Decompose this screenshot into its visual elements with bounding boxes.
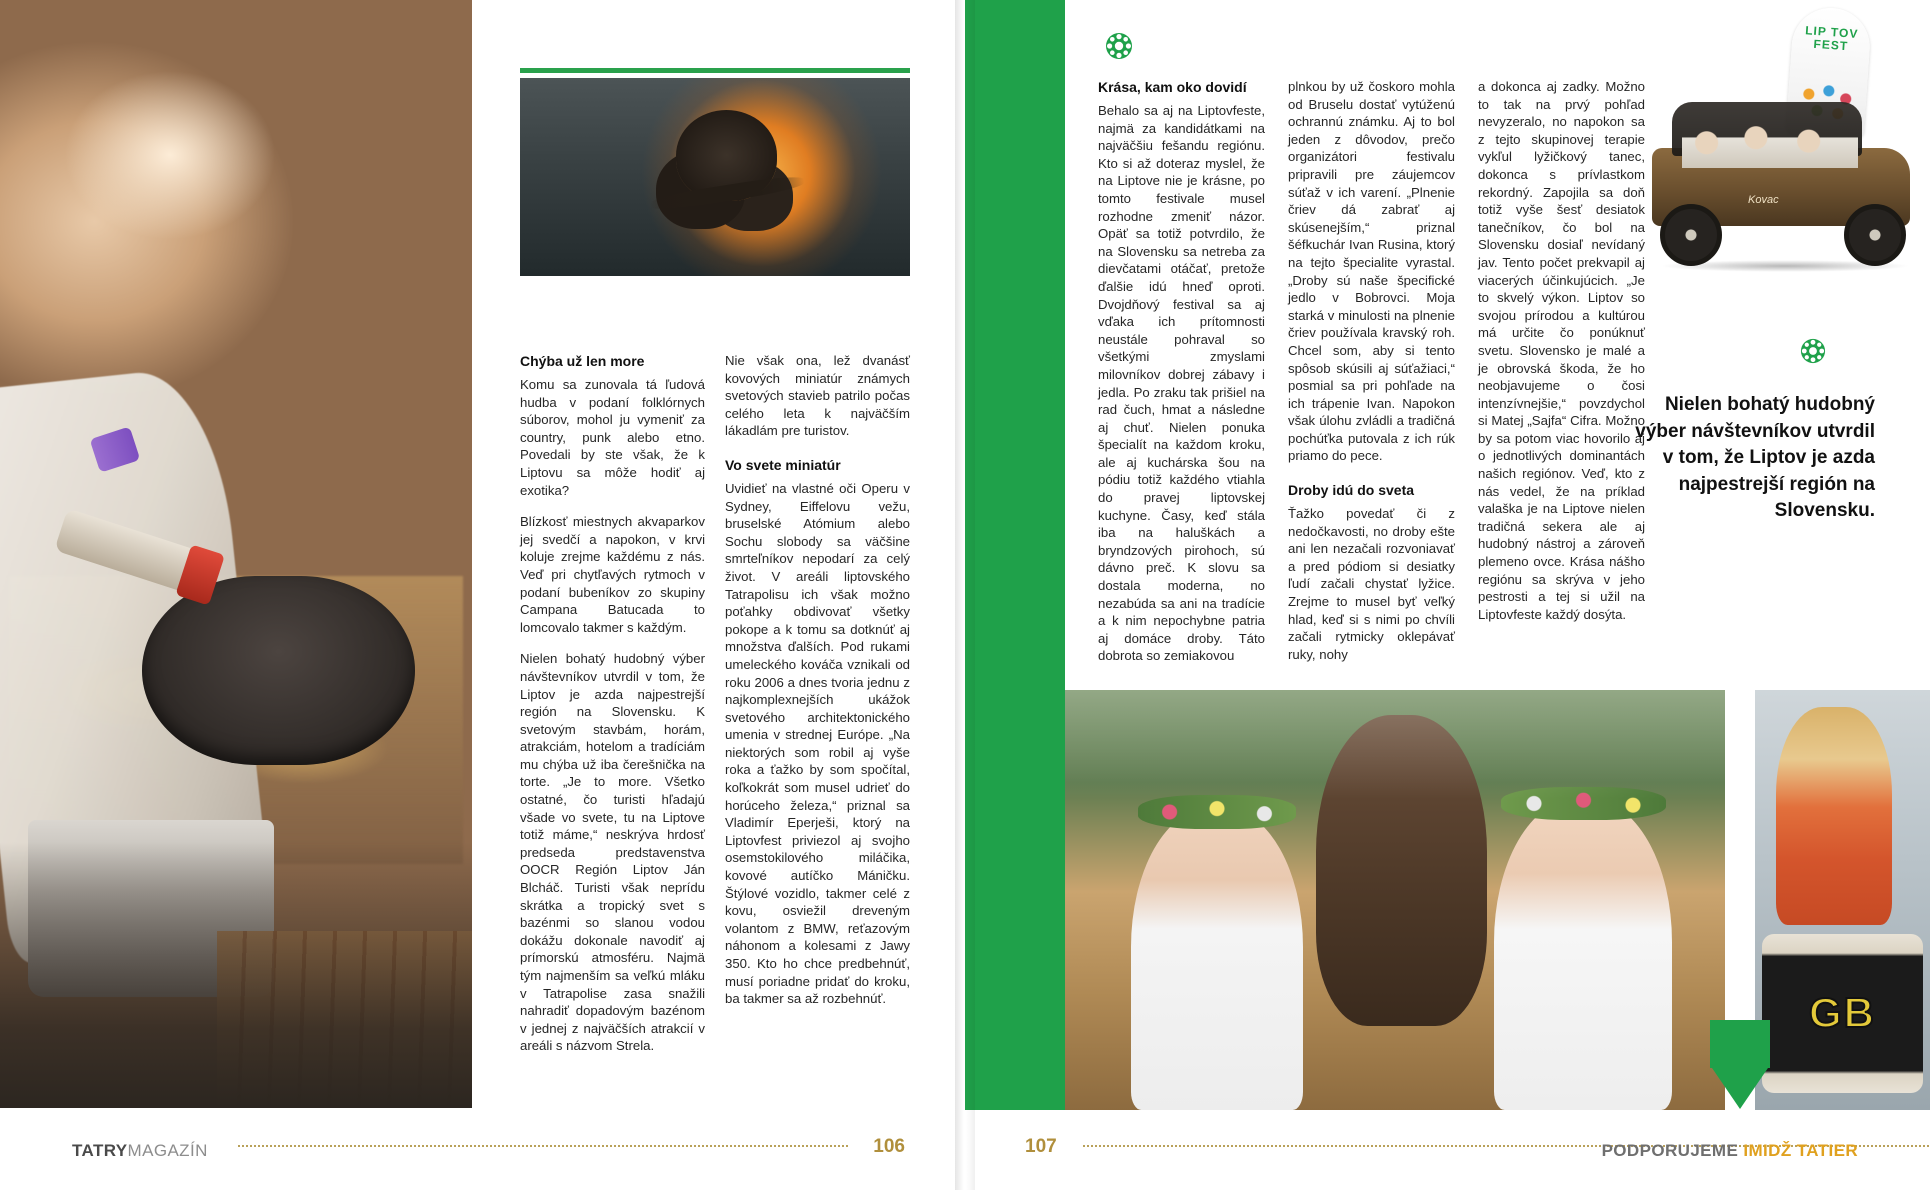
flower-rosette-icon-pullquote <box>1800 338 1826 364</box>
vintage-car <box>1638 92 1924 272</box>
right-column-2 <box>1288 78 1455 663</box>
girl-right <box>1494 799 1672 1110</box>
magazine-brand-left <box>72 1141 208 1161</box>
photo-drummer <box>1755 690 1930 1110</box>
right-col1-para-1: Behalo sa aj na Liptovfeste, najmä za kandidátkami na najväčšiu fešandu regiónu. Kto si až doteraz myslel, že na Liptove nie je krásne, po tomto festivale musel rozhodne zmeniť názor. Opäť sa totiž potvrdilo, že na Slovensku sa netreba za dievčatami otáčať, pretože ďalšie idú hneď oproti. Dvojdňový festival sa aj vďaka ich prítomnosti neustále pohraval so všetkými zmyslami milovníkov dobrej zábavy i jedla. Po zraku tak prišiel na rad čuch, hmat a následne aj chuť. Nielen ponuka špecialít na každom kroku, ale aj kuchárska šou na pódiu totiž každého vtiahla do pravej liptovskej kuchyne. Časy, keď stála iba na haluškách a bryndzových pirohoch, sú dávno preč. K slovu sa dostala moderna, no nezabúda sa ani na tradície a k nim nepochybne patria aj domáce droby. Táto dobrota so zemiakovou <box>1098 103 1265 664</box>
right-col3-para-1: a dokonca aj zadky. Možno to tak na prvý pohľad nevyzeralo, no napokon sa z tejto skupinovej terapie vykľul lyžičkový tanec, dokonca s prívlastkom rekordný. Zapojila sa doň totiž vyše šesť desiatok tanečníkov, čo bol na Slovensku dosiaľ nevídaný jav. Tento počet prekvapil aj viacerých účinkujúcich. „Je to skvelý výkon. Liptov so svojou prírodou a kultúrou má určite čo ponúknuť svetu. Slovensko je malé a je obrovská škoda, že ho neobjavujeme o čosi intenzívnejšie,“ povzdychol si Matej „Sajfa“ Cifra. Možno by sa potom viac hovorilo aj o jednotlivých dominantách našich regiónov. Veď, kto z nás vedel, že na príklad valaška je na Liptove nielen tradičná sekera ale aj hudobný nástroj a zároveň plemeno ovce. Krása nášho regiónu sa skrýva v jeho pestrosti a tej si užil na Liptovfeste každý dosýta. <box>1478 79 1645 622</box>
photo-girls-with-horse <box>1065 690 1725 1110</box>
flower-wreath-right <box>1501 787 1666 821</box>
green-corner-block <box>1710 1020 1770 1068</box>
drummer-performer <box>1776 707 1892 925</box>
girl-left <box>1131 808 1303 1110</box>
left-col2-para-intro: Nie však ona, lež dvanásť kovových miniatúr známych svetových stavieb patrilo počas celého leta k najväčším lákadlám pre turistov. <box>725 353 910 439</box>
green-corner-triangle <box>1710 1065 1770 1109</box>
car-wheel-rear <box>1844 204 1906 266</box>
photo-dried-rose <box>520 78 910 276</box>
left-col1-para-3: Nielen bohatý hudobný výber návštevníkov utvrdil v tom, že Liptov je azda najpestrejší región na Slovensku. K svetovým stavbám, horám, atrakciám, hotelom a tradíciám mu chýba už iba čerešnička na torte. „Je to more. Všetko ostatné, čo turisti hľadajú všade vo svete, tu na Liptove totiž máme,“ neskrýva hrdosť predseda predstavenstva OOCR Región Liptov Ján Blcháč. Turisti však neprídu skrátka a tropický svet s bazénmi so slanou vodou dokážu dokonale navodiť aj prímorskú atmosféru. Najmä tým najmenším sa veľkú mláku v Tatrapolise zasa snažili nahradiť dopadovým bazénom v jednej z najväčších atrakcií v areáli s názvom Strela. <box>520 651 705 1054</box>
brand-left-light: MAGAZÍN <box>127 1141 208 1160</box>
right-col1-heading: Krása, kam oko dovidí <box>1098 79 1247 95</box>
left-col1-heading: Chýba už len more <box>520 353 645 369</box>
flower-rosette-icon <box>1105 32 1131 58</box>
pullquote-text: Nielen bohatý hudobný výber návštevníkov utvrdil v tom, že Liptov je azda najpestrejší región na Slovensku. <box>1635 394 1875 521</box>
car-passengers <box>1682 112 1858 168</box>
page-right <box>965 0 1930 1190</box>
flag-label: LIP TOV FEST <box>1804 23 1859 54</box>
folio-right: 107 <box>1025 1136 1057 1157</box>
left-col2-para-1: Uvidieť na vlastné oči Operu v Sydney, Eiffelovu vežu, bruselské Atómium alebo Sochu slobody sa väčšine smrteľníkov nepodarí za celý život. V areáli liptovského Tatrapolisu ich však možno poťahky obdivovať všetky pokope a k tomu sa dotknúť aj množstva ďalších. Pod rukami umeleckého kováča vznikali od roku 2006 a dnes tvoria jednu z najkomplexnejších ukážok svetového architektonického umenia v strednej Európe. „Na niektorých som robil aj vyše roka a ťažko by som spočítal, koľkokrát som musel udrieť do horúceho železa,“ priznal sa Vladimír Eperješi, ktorý na Liptovfest priviezol aj svojho osemstokilového miláčika, kovové autíčko Máničku. Štýlové vozidlo, takmer celé z kovu, osviežil dreveným volantom z BMW, reťazovým náhonom a kolesami z Jawy 350. Kto ho chce predbehnúť, musí poriadne pridať do kroku, ba takmer sa až rozbehnúť. <box>725 480 910 1007</box>
car-plate: Kovac <box>1748 194 1779 206</box>
left-column-2 <box>725 352 910 1112</box>
footer-rule-left <box>238 1145 848 1147</box>
bass-drum <box>1762 934 1923 1094</box>
left-col2-heading: Vo svete miniatúr <box>725 456 841 473</box>
green-side-panel <box>965 0 1065 1110</box>
right-col2-para-1: plnkou by už čoskoro mohla od Bruselu dostať vytúženú ochrannú známku. Aj to bol jeden z dôvodov, prečo organizátori festivalu pripravili pre záujemcov súťaž v ich varení. „Plnenie čriev dá zabrať aj skúsenejším,“ priznal šéfkuchár Ivan Rusina, ktorý na tejto špecialite vyrastal. „Droby sú naše špecifické jedlo v Bobrovci. Moja starká v minulosti na plnenie čriev používala kravský roh. Chcel som, aby si tento spôsob skúsili aj súťažiaci,“ posmial sa pri pohľade na ich trápenie Ivan. Napokon však úlohu zvládli a tradičná pochúťka putovala z ich rúk priamo do pece. <box>1288 79 1455 464</box>
magazine-brand-right <box>1602 1141 1858 1161</box>
right-column-3 <box>1478 78 1645 623</box>
brand-right-light: PODPORUJEME <box>1601 1141 1744 1160</box>
left-column-1 <box>520 352 705 1112</box>
brand-right-bold: IMIDŽ TATIER <box>1743 1141 1858 1160</box>
left-col1-para-2: Blízkosť miestnych akvaparkov jej svedčí a napokon, v krvi koluje zrejme každému z nás. Veď pri chytľavých rytmoch v podaní bubeníkov zo skupiny Campana Batucada to lomcovalo takmer s každým. <box>520 514 705 635</box>
right-col2-heading: Droby idú do sveta <box>1288 482 1415 499</box>
flower-wreath-left <box>1138 795 1296 829</box>
photo-chef-cooking <box>0 0 472 1108</box>
right-col2-para-2: Ťažko povedať či z nedočkavosti, no droby ešte ani len nezačali rozvoniavať a pred pódiom si desiatky ľudí začali chystať lyžice. Zrejme to musel byť veľký hlad, keď si s nimi po chvíli začali rytmicky oklepávať ruky, nohy <box>1288 506 1455 662</box>
cooking-pan <box>142 576 416 764</box>
car-wheel-front <box>1660 204 1722 266</box>
wood-table <box>217 931 472 1108</box>
cooking-pot <box>28 820 273 997</box>
car-shadow <box>1660 260 1910 272</box>
right-column-1 <box>1098 78 1265 665</box>
brand-left-bold: TATRY <box>72 1141 128 1160</box>
left-col1-para-1: Komu sa zunovala tá ľudová hudba v podaní folklórnych súborov, mohol ju vymeniť za country, punk alebo etno. Povedali by ste však, že k Liptovu sa môže hodiť aj exotika? <box>520 377 705 498</box>
folio-left: 106 <box>873 1136 905 1157</box>
green-rule-above-photo <box>520 68 910 73</box>
